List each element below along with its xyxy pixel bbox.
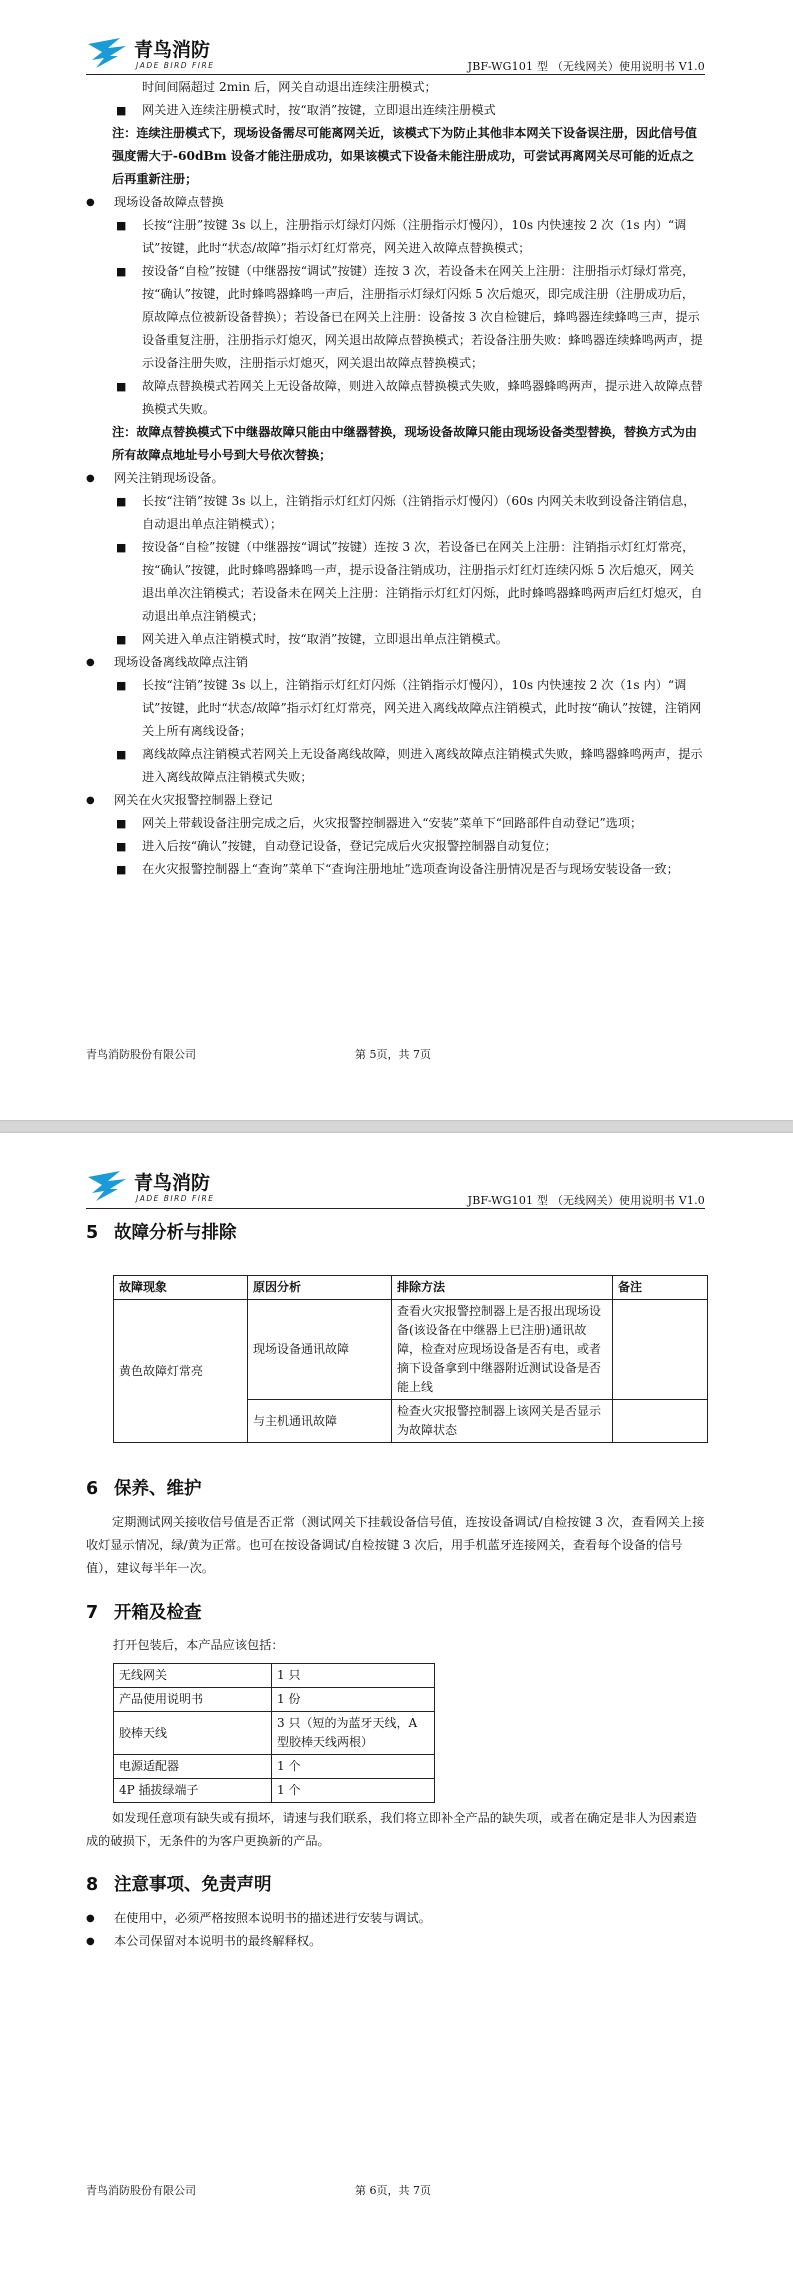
- list-item: ■ 长按“注册”按键 3s 以上，注册指示灯绿灯闪烁（注册指示灯慢闪），10s 内快速按 2 次（1s 内）“调试”按键，此时“状态/故障”指示灯红灯常亮，网关进入故障点替换模式；: [86, 214, 705, 260]
- section-7-intro: 打开包装后，本产品应该包括：: [113, 1638, 284, 1652]
- bird-logo-icon: [86, 1167, 266, 1207]
- list-heading: ● 网关在火灾报警控制器上登记: [86, 789, 705, 812]
- section-7-title: [86, 1599, 202, 1624]
- list-item: ■ 网关上带载设备注册完成之后，火灾报警控制器进入“安装”菜单下“回路部件自动登记”选项；: [86, 812, 705, 835]
- page-6: [0, 1133, 793, 2270]
- section-title-text: 保养、维护: [114, 1479, 202, 1499]
- table-cell: 与主机通讯故障: [248, 1400, 392, 1443]
- svg-text:青鸟消防: 青鸟消防: [134, 39, 211, 61]
- brand-logo: [86, 1167, 266, 1207]
- table-header-cell: 排除方法: [392, 1276, 613, 1300]
- section-8-title: [86, 1871, 272, 1896]
- table-cell: 无线网关: [114, 1664, 272, 1688]
- fault-table: [113, 1275, 708, 1443]
- table-cell: 检查火灾报警控制器上该网关是否显示为故障状态: [392, 1400, 613, 1443]
- table-row: [114, 1712, 435, 1755]
- section-number: 5: [86, 1223, 99, 1243]
- list-item: ■ 长按“注销”按键 3s 以上，注销指示灯红灯闪烁（注销指示灯慢闪）（60s 内网关未收到设备注销信息，自动退出单点注销模式）；: [86, 490, 705, 536]
- table-header-cell: 备注: [613, 1276, 708, 1300]
- section-title-text: 故障分析与排除: [114, 1223, 237, 1243]
- table-cell: 1 只: [272, 1664, 435, 1688]
- list-item: 时间间隔超过 2min 后，网关自动退出连续注册模式；: [142, 80, 437, 94]
- package-contents-table: [113, 1663, 435, 1803]
- list-heading: ● 现场设备故障点替换: [86, 191, 705, 214]
- table-header-cell: 原因分析: [248, 1276, 392, 1300]
- brand-logo: [86, 34, 266, 74]
- table-cell: 1 个: [272, 1755, 435, 1779]
- page5-body: [86, 76, 705, 881]
- table-cell: [613, 1300, 708, 1400]
- section-number: 6: [86, 1479, 99, 1499]
- list-item: ● 本公司保留对本说明书的最终解释权。: [86, 1930, 705, 1953]
- table-row: [114, 1779, 435, 1803]
- section-6-text: 定期测试网关接收信号值是否正常（测试网关下挂载设备信号值，连按设备调试/自检按键 3 次，查看网关上接收灯显示情况，绿/黄为正常。也可在按设备调试/自检按键 3 次后，用手机蓝牙连接网关，查看每个设备的信号值），建议每半年一次。: [86, 1515, 705, 1575]
- svg-text:JADE BIRD FIRE: JADE BIRD FIRE: [136, 1194, 215, 1203]
- section-8-list: [86, 1907, 705, 1953]
- footer-company: 青鸟消防股份有限公司: [86, 2184, 196, 2197]
- note-text: 注：故障点替换模式下中继器故障只能由中继器替换，现场设备故障只能由现场设备类型替换，替换方式为由所有故障点地址号小号到大号依次替换；: [112, 425, 697, 462]
- list-heading: ● 网关注销现场设备。: [86, 467, 705, 490]
- page-5: [0, 0, 793, 1120]
- note-text: 注：连续注册模式下，现场设备需尽可能离网关近，该模式下为防止其他非本网关下设备误注册，因此信号值强度需大于-60dBm 设备才能注册成功，如果该模式下设备未能注册成功，可尝试再离网关尽可能的近点之后再重新注册；: [112, 126, 697, 186]
- header-doc-title: JBF-WG101 型 （无线网关）使用说明书 V1.0: [467, 1194, 705, 1207]
- table-cell: 1 份: [272, 1688, 435, 1712]
- table-cell: 现场设备通讯故障: [248, 1300, 392, 1400]
- list-item: ● 在使用中，必须严格按照本说明书的描述进行安装与调试。: [86, 1907, 705, 1930]
- table-cell: 产品使用说明书: [114, 1688, 272, 1712]
- list-heading: ● 现场设备离线故障点注销: [86, 651, 705, 674]
- table-cell: 1 个: [272, 1779, 435, 1803]
- section-number: 8: [86, 1875, 99, 1895]
- list-item: ■ 按设备“自检”按键（中继器按“调试”按键）连按 3 次，若设备未在网关上注册：注册指示灯绿灯常亮，按“确认”按键，此时蜂鸣器蜂鸣一声后，注册指示灯绿灯闪烁 5 次后熄灭，即完成注册（注册成功后，原故障点位被新设备替换）；若设备已在网关上注册：设备按 3 次自检键后，蜂鸣器连续蜂鸣三声，提示设备重复注册，注册指示灯熄灭，网关退出故障点替换模式；若设备注册失败：蜂鸣器连续蜂鸣两声，提示设备注册失败，注册指示灯熄灭，网关退出故障点替换模式；: [86, 260, 705, 375]
- table-header-cell: 故障现象: [114, 1276, 248, 1300]
- list-item: ■ 进入后按“确认”按键，自动登记设备，登记完成后火灾报警控制器自动复位；: [86, 835, 705, 858]
- table-cell: 胶棒天线: [114, 1712, 272, 1755]
- table-row: [114, 1664, 435, 1688]
- list-item: ■ 离线故障点注销模式若网关上无设备离线故障，则进入离线故障点注销模式失败，蜂鸣器蜂鸣两声，提示进入离线故障点注销模式失败；: [86, 743, 705, 789]
- section-5-title: [86, 1219, 237, 1244]
- header-divider: [86, 1208, 705, 1209]
- header-doc-title: JBF-WG101 型 （无线网关）使用说明书 V1.0: [467, 60, 705, 73]
- list-item: ■ 网关进入连续注册模式时，按“取消”按键，立即退出连续注册模式: [86, 99, 705, 122]
- list-item: ■ 在火灾报警控制器上“查询”菜单下“查询注册地址”选项查询设备注册情况是否与现场安装设备一致；: [86, 858, 705, 881]
- section-7-after: 如发现任意项有缺失或有损坏，请速与我们联系，我们将立即补全产品的缺失项，或者在确定是非人为因素造成的破损下，无条件的为客户更换新的产品。: [86, 1811, 697, 1848]
- section-title-text: 开箱及检查: [114, 1603, 202, 1623]
- table-cell: 黄色故障灯常亮: [114, 1300, 248, 1443]
- bird-logo-icon: [86, 34, 266, 74]
- table-cell: 3 只（短的为蓝牙天线，A 型胶棒天线两根）: [272, 1712, 435, 1755]
- table-header-row: [114, 1276, 708, 1300]
- table-row: [114, 1300, 708, 1400]
- footer-company: 青鸟消防股份有限公司: [86, 1048, 196, 1061]
- list-item: ■ 故障点替换模式若网关上无设备故障，则进入故障点替换模式失败，蜂鸣器蜂鸣两声，提示进入故障点替换模式失败。: [86, 375, 705, 421]
- table-row: [114, 1688, 435, 1712]
- svg-text:JADE BIRD FIRE: JADE BIRD FIRE: [136, 61, 215, 70]
- list-item: ■ 网关进入单点注销模式时，按“取消”按键，立即退出单点注销模式。: [86, 628, 705, 651]
- section-number: 7: [86, 1603, 99, 1623]
- table-cell: 查看火灾报警控制器上是否报出现场设备(该设备在中继器上已注册)通讯故障，检查对应现场设备是否有电，或者摘下设备拿到中继器附近测试设备是否能上线: [392, 1300, 613, 1400]
- table-cell: 电源适配器: [114, 1755, 272, 1779]
- footer-page-number: 第 6页，共 7页: [355, 2184, 431, 2197]
- table-row: [114, 1755, 435, 1779]
- list-item: ■ 长按“注销”按键 3s 以上，注销指示灯红灯闪烁（注销指示灯慢闪），10s 内快速按 2 次（1s 内）“调试”按键，此时“状态/故障”指示灯红灯常亮，网关进入离线故障点注销模式，此时按“确认”按键，注销网关上所有离线设备；: [86, 674, 705, 743]
- footer-page-number: 第 5页，共 7页: [355, 1048, 431, 1061]
- svg-text:青鸟消防: 青鸟消防: [134, 1172, 211, 1194]
- list-item: ■ 按设备“自检”按键（中继器按“调试”按键）连按 3 次，若设备已在网关上注册：注销指示灯红灯常亮，按“确认”按键，此时蜂鸣器蜂鸣一声，提示设备注销成功，注册指示灯红灯连续闪烁 5 次后熄灭，网关退出单次注销模式；若设备未在网关上注册：注销指示灯红灯闪烁，此时蜂鸣器蜂鸣两声后红灯熄灭，自动退出单点注销模式；: [86, 536, 705, 628]
- table-cell: [613, 1400, 708, 1443]
- table-cell: 4P 插拔绿端子: [114, 1779, 272, 1803]
- section-6-title: [86, 1475, 202, 1500]
- section-title-text: 注意事项、免责声明: [114, 1875, 272, 1895]
- header-divider: [86, 74, 705, 75]
